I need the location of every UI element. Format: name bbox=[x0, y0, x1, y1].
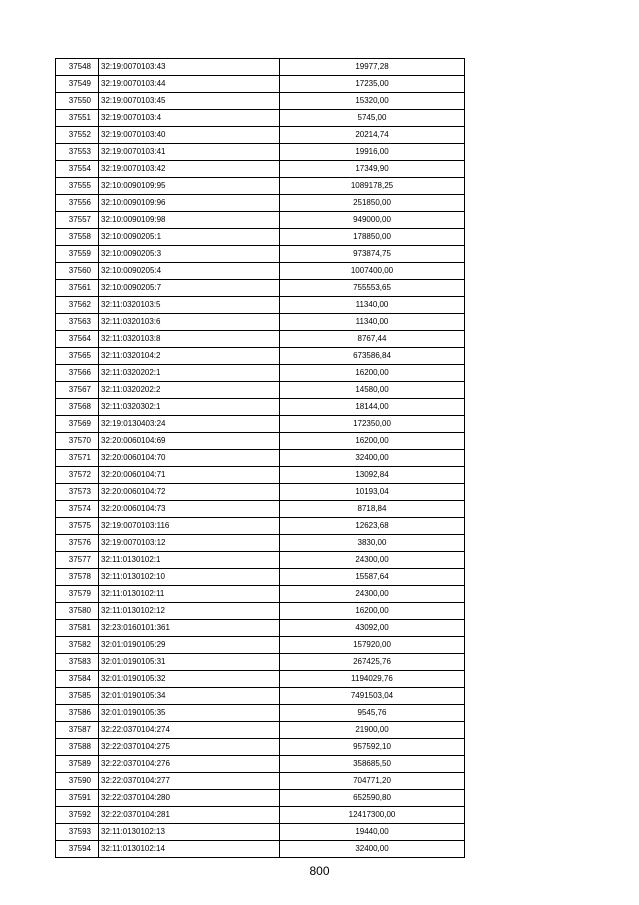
cadastral-number-cell: 32:01:0190105:34 bbox=[99, 688, 280, 705]
page-number: 800 bbox=[309, 864, 330, 878]
cadastral-number-cell: 32:19:0070103:40 bbox=[99, 127, 280, 144]
cadastral-number-cell: 32:11:0320202:1 bbox=[99, 365, 280, 382]
table-row bbox=[56, 501, 465, 518]
value-cell: 251850,00 bbox=[280, 195, 465, 212]
cadastral-number-cell: 32:19:0070103:42 bbox=[99, 161, 280, 178]
value-cell: 17235,00 bbox=[280, 76, 465, 93]
table-row bbox=[56, 552, 465, 569]
table-row bbox=[56, 110, 465, 127]
cadastral-number-cell: 32:22:0370104:280 bbox=[99, 790, 280, 807]
value-cell: 704771,20 bbox=[280, 773, 465, 790]
row-number-cell: 37562 bbox=[56, 297, 99, 314]
row-number-cell: 37586 bbox=[56, 705, 99, 722]
value-cell: 9545,76 bbox=[280, 705, 465, 722]
value-cell: 673586,84 bbox=[280, 348, 465, 365]
row-number-cell: 37587 bbox=[56, 722, 99, 739]
table-row bbox=[56, 93, 465, 110]
row-number-cell: 37580 bbox=[56, 603, 99, 620]
cadastral-number-cell: 32:19:0070103:44 bbox=[99, 76, 280, 93]
value-cell: 13092,84 bbox=[280, 467, 465, 484]
value-cell: 652590,80 bbox=[280, 790, 465, 807]
table-row bbox=[56, 450, 465, 467]
cadastral-number-cell: 32:11:0320302:1 bbox=[99, 399, 280, 416]
value-cell: 267425,76 bbox=[280, 654, 465, 671]
table-row bbox=[56, 433, 465, 450]
row-number-cell: 37568 bbox=[56, 399, 99, 416]
value-cell: 1089178,25 bbox=[280, 178, 465, 195]
row-number-cell: 37584 bbox=[56, 671, 99, 688]
cadastral-number-cell: 32:10:0090109:95 bbox=[99, 178, 280, 195]
value-cell: 19977,28 bbox=[280, 59, 465, 76]
row-number-cell: 37563 bbox=[56, 314, 99, 331]
value-cell: 15320,00 bbox=[280, 93, 465, 110]
table-row bbox=[56, 314, 465, 331]
cadastral-number-cell: 32:10:0090205:3 bbox=[99, 246, 280, 263]
row-number-cell: 37571 bbox=[56, 450, 99, 467]
table-row bbox=[56, 705, 465, 722]
table-row bbox=[56, 76, 465, 93]
table-row bbox=[56, 620, 465, 637]
table-row bbox=[56, 246, 465, 263]
table-row bbox=[56, 399, 465, 416]
value-cell: 14580,00 bbox=[280, 382, 465, 399]
value-cell: 1007400,00 bbox=[280, 263, 465, 280]
table-row bbox=[56, 365, 465, 382]
row-number-cell: 37572 bbox=[56, 467, 99, 484]
cadastral-number-cell: 32:10:0090205:1 bbox=[99, 229, 280, 246]
row-number-cell: 37564 bbox=[56, 331, 99, 348]
cadastral-number-cell: 32:11:0320103:5 bbox=[99, 297, 280, 314]
cadastral-number-cell: 32:11:0320103:8 bbox=[99, 331, 280, 348]
cadastral-number-cell: 32:01:0190105:35 bbox=[99, 705, 280, 722]
table-body bbox=[56, 59, 465, 858]
row-number-cell: 37590 bbox=[56, 773, 99, 790]
value-cell: 16200,00 bbox=[280, 365, 465, 382]
value-cell: 178850,00 bbox=[280, 229, 465, 246]
row-number-cell: 37582 bbox=[56, 637, 99, 654]
value-cell: 12623,68 bbox=[280, 518, 465, 535]
cadastral-number-cell: 32:10:0090109:98 bbox=[99, 212, 280, 229]
table-row bbox=[56, 671, 465, 688]
row-number-cell: 37581 bbox=[56, 620, 99, 637]
row-number-cell: 37559 bbox=[56, 246, 99, 263]
cadastral-number-cell: 32:19:0070103:45 bbox=[99, 93, 280, 110]
table-row bbox=[56, 297, 465, 314]
value-cell: 1194029,76 bbox=[280, 671, 465, 688]
table-row bbox=[56, 212, 465, 229]
value-cell: 5745,00 bbox=[280, 110, 465, 127]
cadastral-number-cell: 32:11:0130102:1 bbox=[99, 552, 280, 569]
table-row bbox=[56, 535, 465, 552]
row-number-cell: 37552 bbox=[56, 127, 99, 144]
value-cell: 755553,65 bbox=[280, 280, 465, 297]
row-number-cell: 37578 bbox=[56, 569, 99, 586]
value-cell: 10193,04 bbox=[280, 484, 465, 501]
value-cell: 8718,84 bbox=[280, 501, 465, 518]
cadastral-number-cell: 32:10:0090109:96 bbox=[99, 195, 280, 212]
cadastral-number-cell: 32:20:0060104:71 bbox=[99, 467, 280, 484]
row-number-cell: 37556 bbox=[56, 195, 99, 212]
row-number-cell: 37591 bbox=[56, 790, 99, 807]
table-row bbox=[56, 331, 465, 348]
value-cell: 11340,00 bbox=[280, 314, 465, 331]
cadastral-number-cell: 32:22:0370104:276 bbox=[99, 756, 280, 773]
table-row bbox=[56, 807, 465, 824]
table-row bbox=[56, 178, 465, 195]
cadastral-number-cell: 32:19:0130403:24 bbox=[99, 416, 280, 433]
table-row bbox=[56, 586, 465, 603]
table-row bbox=[56, 654, 465, 671]
table-row bbox=[56, 382, 465, 399]
cadastral-number-cell: 32:11:0130102:10 bbox=[99, 569, 280, 586]
table-row bbox=[56, 59, 465, 76]
cadastral-number-cell: 32:20:0060104:72 bbox=[99, 484, 280, 501]
table-row bbox=[56, 739, 465, 756]
row-number-cell: 37569 bbox=[56, 416, 99, 433]
row-number-cell: 37593 bbox=[56, 824, 99, 841]
value-cell: 17349,90 bbox=[280, 161, 465, 178]
value-cell: 43092,00 bbox=[280, 620, 465, 637]
table-row bbox=[56, 348, 465, 365]
cadastral-number-cell: 32:10:0090205:7 bbox=[99, 280, 280, 297]
table-row bbox=[56, 161, 465, 178]
row-number-cell: 37574 bbox=[56, 501, 99, 518]
table-row bbox=[56, 688, 465, 705]
value-cell: 949000,00 bbox=[280, 212, 465, 229]
value-cell: 32400,00 bbox=[280, 450, 465, 467]
row-number-cell: 37558 bbox=[56, 229, 99, 246]
value-cell: 21900,00 bbox=[280, 722, 465, 739]
value-cell: 24300,00 bbox=[280, 586, 465, 603]
cadastral-number-cell: 32:23:0160101:361 bbox=[99, 620, 280, 637]
cadastral-number-cell: 32:11:0130102:11 bbox=[99, 586, 280, 603]
row-number-cell: 37577 bbox=[56, 552, 99, 569]
table-row bbox=[56, 195, 465, 212]
row-number-cell: 37548 bbox=[56, 59, 99, 76]
table-row bbox=[56, 841, 465, 858]
table-row bbox=[56, 467, 465, 484]
cadastral-number-cell: 32:01:0190105:32 bbox=[99, 671, 280, 688]
row-number-cell: 37589 bbox=[56, 756, 99, 773]
cadastral-number-cell: 32:01:0190105:29 bbox=[99, 637, 280, 654]
cadastral-number-cell: 32:19:0070103:116 bbox=[99, 518, 280, 535]
row-number-cell: 37576 bbox=[56, 535, 99, 552]
table-row bbox=[56, 569, 465, 586]
row-number-cell: 37594 bbox=[56, 841, 99, 858]
table-row bbox=[56, 603, 465, 620]
row-number-cell: 37585 bbox=[56, 688, 99, 705]
table-row bbox=[56, 280, 465, 297]
value-cell: 32400,00 bbox=[280, 841, 465, 858]
cadastral-number-cell: 32:01:0190105:31 bbox=[99, 654, 280, 671]
row-number-cell: 37567 bbox=[56, 382, 99, 399]
value-cell: 957592,10 bbox=[280, 739, 465, 756]
cadastral-number-cell: 32:11:0130102:14 bbox=[99, 841, 280, 858]
row-number-cell: 37557 bbox=[56, 212, 99, 229]
row-number-cell: 37554 bbox=[56, 161, 99, 178]
cadastral-number-cell: 32:10:0090205:4 bbox=[99, 263, 280, 280]
value-cell: 16200,00 bbox=[280, 433, 465, 450]
value-cell: 15587,64 bbox=[280, 569, 465, 586]
value-cell: 358685,50 bbox=[280, 756, 465, 773]
row-number-cell: 37565 bbox=[56, 348, 99, 365]
table-row bbox=[56, 790, 465, 807]
value-cell: 973874,75 bbox=[280, 246, 465, 263]
cadastral-number-cell: 32:22:0370104:275 bbox=[99, 739, 280, 756]
table-row bbox=[56, 416, 465, 433]
row-number-cell: 37573 bbox=[56, 484, 99, 501]
row-number-cell: 37570 bbox=[56, 433, 99, 450]
value-cell: 24300,00 bbox=[280, 552, 465, 569]
value-cell: 3830,00 bbox=[280, 535, 465, 552]
table-row bbox=[56, 722, 465, 739]
value-cell: 11340,00 bbox=[280, 297, 465, 314]
row-number-cell: 37592 bbox=[56, 807, 99, 824]
cadastral-number-cell: 32:11:0130102:12 bbox=[99, 603, 280, 620]
cadastral-number-cell: 32:11:0320104:2 bbox=[99, 348, 280, 365]
table-row bbox=[56, 127, 465, 144]
table-row bbox=[56, 756, 465, 773]
cadastral-number-cell: 32:19:0070103:43 bbox=[99, 59, 280, 76]
cadastral-value-table bbox=[55, 58, 465, 858]
table-row bbox=[56, 637, 465, 654]
cadastral-number-cell: 32:22:0370104:277 bbox=[99, 773, 280, 790]
value-cell: 172350,00 bbox=[280, 416, 465, 433]
cadastral-number-cell: 32:19:0070103:4 bbox=[99, 110, 280, 127]
row-number-cell: 37551 bbox=[56, 110, 99, 127]
cadastral-number-cell: 32:11:0320202:2 bbox=[99, 382, 280, 399]
row-number-cell: 37575 bbox=[56, 518, 99, 535]
row-number-cell: 37555 bbox=[56, 178, 99, 195]
row-number-cell: 37566 bbox=[56, 365, 99, 382]
value-cell: 19440,00 bbox=[280, 824, 465, 841]
table-row bbox=[56, 518, 465, 535]
table-row bbox=[56, 824, 465, 841]
table-row bbox=[56, 263, 465, 280]
cadastral-number-cell: 32:20:0060104:69 bbox=[99, 433, 280, 450]
value-cell: 20214,74 bbox=[280, 127, 465, 144]
table-row bbox=[56, 484, 465, 501]
row-number-cell: 37550 bbox=[56, 93, 99, 110]
row-number-cell: 37579 bbox=[56, 586, 99, 603]
row-number-cell: 37549 bbox=[56, 76, 99, 93]
cadastral-number-cell: 32:19:0070103:41 bbox=[99, 144, 280, 161]
value-cell: 19916,00 bbox=[280, 144, 465, 161]
cadastral-number-cell: 32:20:0060104:70 bbox=[99, 450, 280, 467]
value-cell: 8767,44 bbox=[280, 331, 465, 348]
table-row bbox=[56, 144, 465, 161]
table-row bbox=[56, 773, 465, 790]
cadastral-number-cell: 32:20:0060104:73 bbox=[99, 501, 280, 518]
cadastral-number-cell: 32:22:0370104:274 bbox=[99, 722, 280, 739]
table-row bbox=[56, 229, 465, 246]
row-number-cell: 37588 bbox=[56, 739, 99, 756]
cadastral-number-cell: 32:11:0130102:13 bbox=[99, 824, 280, 841]
cadastral-number-cell: 32:22:0370104:281 bbox=[99, 807, 280, 824]
row-number-cell: 37583 bbox=[56, 654, 99, 671]
row-number-cell: 37561 bbox=[56, 280, 99, 297]
value-cell: 12417300,00 bbox=[280, 807, 465, 824]
cadastral-number-cell: 32:11:0320103:6 bbox=[99, 314, 280, 331]
value-cell: 7491503,04 bbox=[280, 688, 465, 705]
value-cell: 157920,00 bbox=[280, 637, 465, 654]
value-cell: 16200,00 bbox=[280, 603, 465, 620]
row-number-cell: 37560 bbox=[56, 263, 99, 280]
cadastral-number-cell: 32:19:0070103:12 bbox=[99, 535, 280, 552]
row-number-cell: 37553 bbox=[56, 144, 99, 161]
value-cell: 18144,00 bbox=[280, 399, 465, 416]
